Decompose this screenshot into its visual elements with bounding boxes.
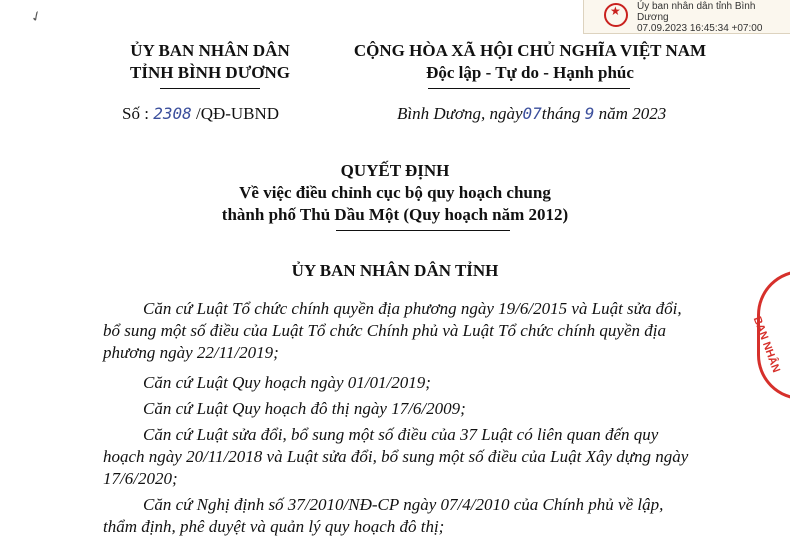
title-line-2: Về việc điều chỉnh cục bộ quy hoạch chung (239, 183, 551, 202)
date-month-handwritten: 9 (584, 104, 595, 123)
org-line-1: ỦY BAN NHÂN DÂN (130, 41, 290, 60)
signature-line-1: Ủy ban nhân dân tỉnh Bình (637, 1, 756, 12)
title-underline (336, 230, 510, 231)
paragraph-line: hoạch ngày 20/11/2018 và Luật sửa đổi, bổ sung một số điều của Luật Xây dựng ngày (103, 447, 689, 466)
title-line-3: thành phố Thủ Dầu Một (Quy hoạch năm 2012) (221, 205, 569, 224)
paragraph-line: Căn cứ Luật Quy hoạch đô thị ngày 17/6/2009; (143, 399, 466, 418)
signature-line-2: Dương (637, 12, 669, 23)
date-prefix: Bình Dương, ngày (397, 104, 523, 123)
issuing-organization (110, 40, 310, 84)
signature-text (637, 1, 787, 34)
paragraph-line: 17/6/2020; (103, 469, 178, 488)
authority-heading: ỦY BAN NHÂN DÂN TỈNH (291, 261, 499, 280)
paragraph-line: Căn cứ Luật Tổ chức chính quyền địa phương ngày 19/6/2015 và Luật sửa đổi, (143, 299, 682, 318)
issue-date (397, 104, 666, 124)
pen-mark-icon: ✓ (28, 8, 46, 27)
seal-icon (604, 3, 628, 27)
legal-basis-paragraph-3 (103, 398, 745, 420)
paragraph-line: thẩm định, phê duyệt và quản lý quy hoạch đô thị; (103, 517, 445, 536)
paragraph-line: Căn cứ Nghị định số 37/2010/NĐ-CP ngày 07/4/2010 của Chính phủ về lập, (143, 495, 664, 514)
legal-basis-paragraph-2 (103, 372, 745, 394)
motto-underline (428, 88, 630, 89)
stamp-text: BAN NHÂN (750, 315, 783, 375)
doc-number-prefix: Số : (122, 104, 149, 123)
nation-line-2: Độc lập - Tự do - Hạnh phúc (426, 63, 634, 82)
title-line-1: QUYẾT ĐỊNH (340, 161, 450, 180)
org-line-2: TỈNH BÌNH DƯƠNG (130, 63, 290, 82)
date-month-label: tháng (541, 104, 581, 123)
doc-number-handwritten: 2308 (153, 104, 192, 123)
signature-line-3: 07.09.2023 16:45:34 +07:00 (637, 23, 763, 34)
digital-signature-box (583, 0, 790, 34)
date-day-handwritten: 07 (522, 104, 542, 123)
legal-basis-paragraph-4 (103, 424, 745, 490)
paragraph-line: Căn cứ Luật sửa đổi, bổ sung một số điều của 37 Luật có liên quan đến quy (143, 425, 659, 444)
paragraph-line: phương ngày 22/11/2019; (103, 343, 279, 362)
paragraph-line: bổ sung một số điều của Luật Tổ chức Chính phủ và Luật Tổ chức chính quyền địa (103, 321, 666, 340)
org-underline (160, 88, 260, 89)
legal-basis-paragraph-5 (103, 494, 745, 538)
paragraph-line: Căn cứ Luật Quy hoạch ngày 01/01/2019; (143, 373, 431, 392)
doc-number-suffix: /QĐ-UBND (195, 104, 280, 123)
legal-basis-paragraph-1 (103, 298, 745, 364)
document-number (122, 104, 279, 124)
national-motto (330, 40, 730, 84)
date-year: năm 2023 (598, 104, 667, 123)
nation-line-1: CỘNG HÒA XÃ HỘI CHỦ NGHĨA VIỆT NAM (353, 41, 707, 60)
decision-title (200, 160, 590, 226)
